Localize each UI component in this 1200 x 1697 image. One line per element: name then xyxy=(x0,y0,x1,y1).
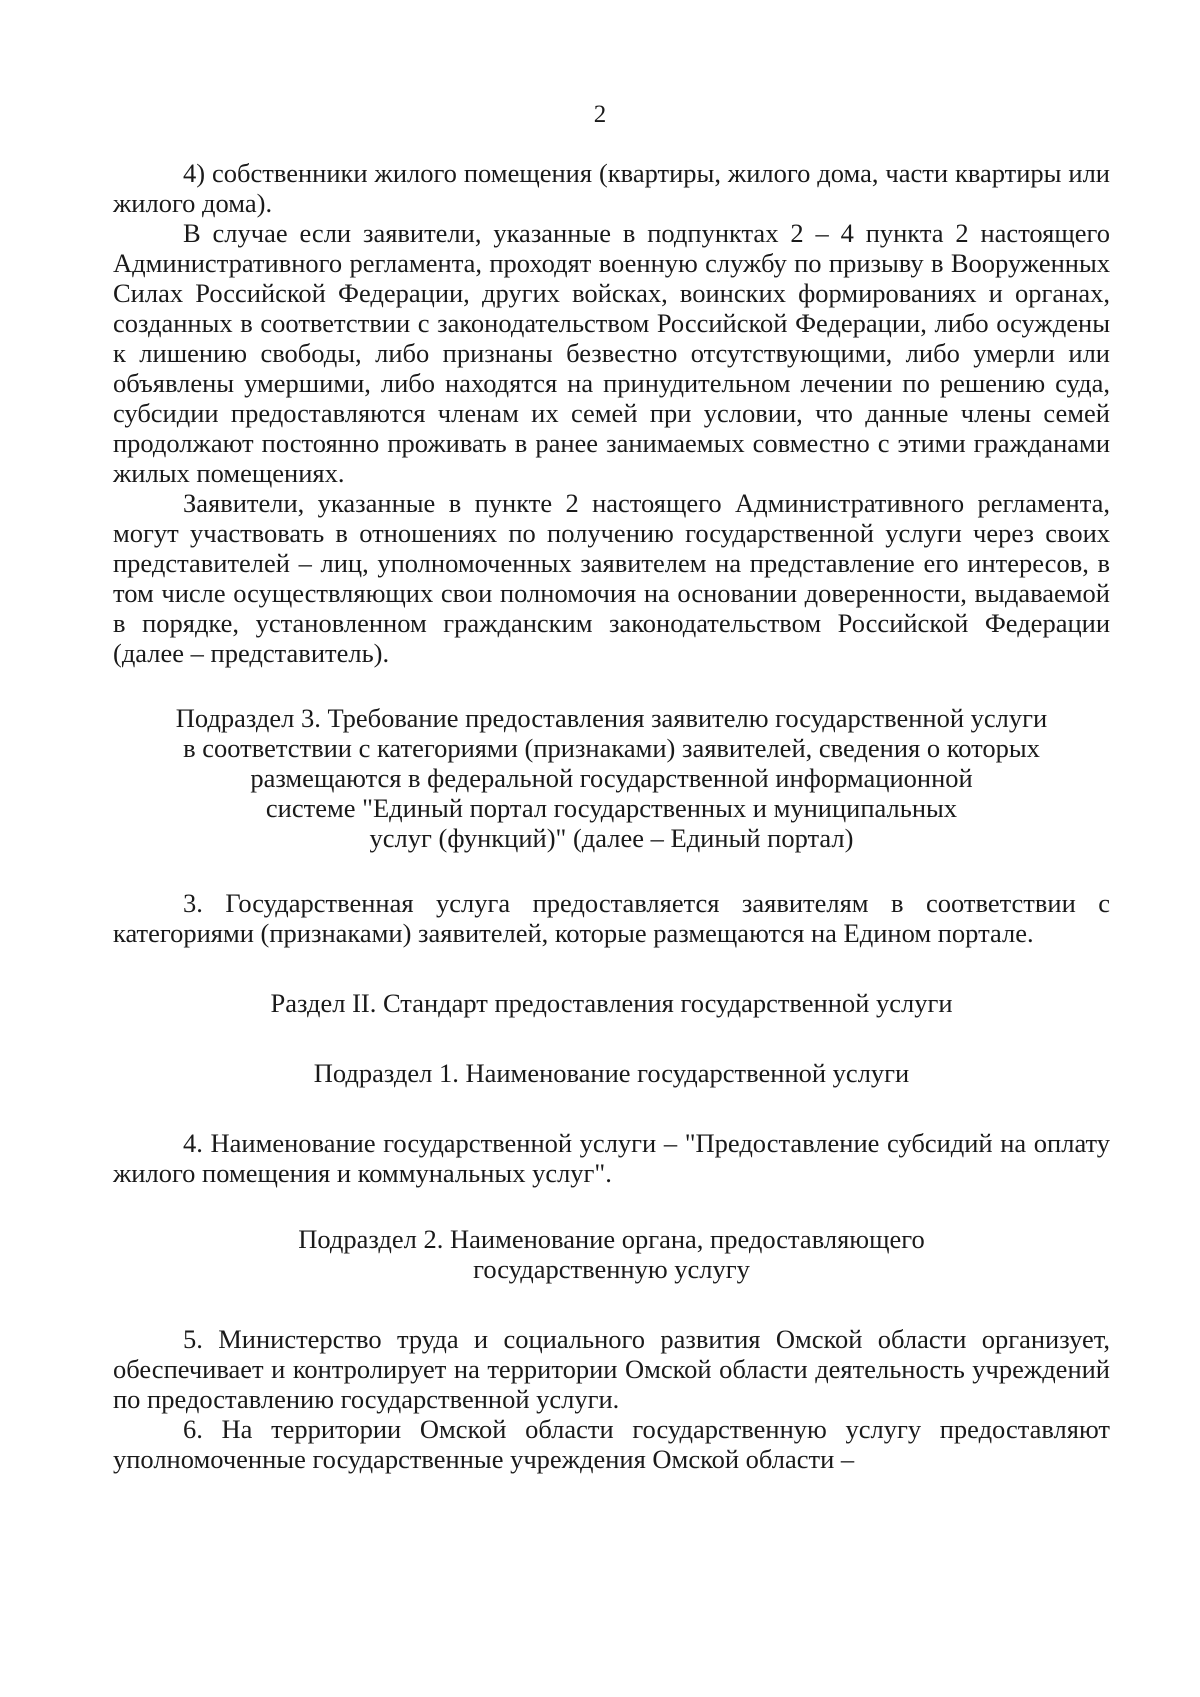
heading-line: Подраздел 3. Требование предоставления заявителю государственной услуги xyxy=(175,703,1048,733)
heading-line: системе "Единый портал государственных и муниципальных xyxy=(265,793,958,823)
paragraph-6: 6. На территории Омской области государственную услугу предоставляют уполномоченные государственные учреждения Омской области – xyxy=(113,1414,1110,1474)
paragraph-military-service: В случае если заявители, указанные в подпунктах 2 – 4 пункта 2 настоящего Административного регламента, проходят военную службу по призыву в Вооруженных Силах Российской Федерации, других войсках, воинских формированиях и органах, созданных в соответствии с законодательством Российской Федерации, либо осуждены к лишению свободы, либо признаны безвестно отсутствующими, либо умерли или объявлены умершими, либо находятся на принудительном лечении по решению суда, субсидии предоставляются членам их семей при условии, что данные члены семей продолжают постоянно проживать в ранее занимаемых совместно с этими гражданами жилых помещениях. xyxy=(113,218,1110,488)
page-number: 2 xyxy=(593,101,607,128)
document-body xyxy=(113,158,1110,1474)
heading-line: услуг (функций)" (далее – Единый портал) xyxy=(369,823,854,853)
paragraph-representatives: Заявители, указанные в пункте 2 настоящего Административного регламента, могут участвовать в отношениях по получению государственной услуги через своих представителей – лиц, уполномоченных заявителем на представление его интересов, в том числе осуществляющих свои полномочия на основании доверенности, выдаваемой в порядке, установленном гражданским законодательством Российской Федерации (далее – представитель). xyxy=(113,488,1110,668)
subsection-3-heading xyxy=(132,703,1092,853)
paragraph-3: 3. Государственная услуга предоставляется заявителям в соответствии с категориями (признаками) заявителей, которые размещаются на Едином портале. xyxy=(113,888,1110,948)
paragraph-5: 5. Министерство труда и социального развития Омской области организует, обеспечивает и контролирует на территории Омской области деятельность учреждений по предоставлению государственной услуги. xyxy=(113,1324,1110,1414)
paragraph-owners: 4) собственники жилого помещения (квартиры, жилого дома, части квартиры или жилого дома). xyxy=(113,158,1110,218)
subsection-2-heading xyxy=(262,1224,962,1284)
subsection-1-heading: Подраздел 1. Наименование государственной услуги xyxy=(313,1058,910,1088)
section-2-heading: Раздел II. Стандарт предоставления государственной услуги xyxy=(270,988,953,1018)
heading-line: размещаются в федеральной государственной информационной xyxy=(250,763,973,793)
heading-line: государственную услугу xyxy=(473,1254,750,1284)
heading-line: Подраздел 2. Наименование органа, предоставляющего xyxy=(298,1224,925,1254)
heading-line: в соответствии с категориями (признаками) заявителей, сведения о которых xyxy=(183,733,1040,763)
paragraph-service-name: 4. Наименование государственной услуги – "Предоставление субсидий на оплату жилого помещения и коммунальных услуг". xyxy=(113,1128,1110,1188)
